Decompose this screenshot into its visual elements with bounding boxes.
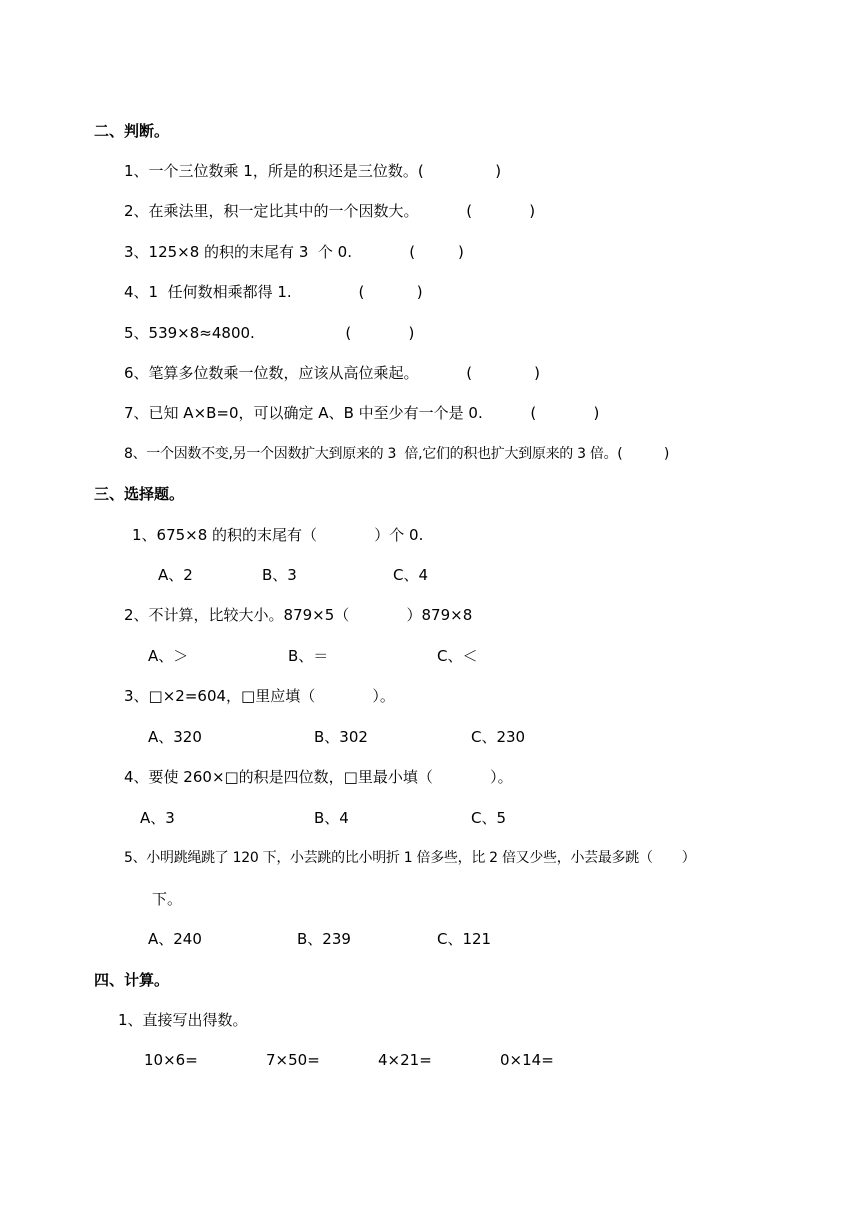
calc-problem-4: 0×14=: [500, 1051, 554, 1069]
judge-item-8: 8、一个因数不变,另一个因数扩大到原来的 3 倍,它们的积也扩大到原来的 3 倍。( ): [124, 446, 670, 462]
judge-item-5: 5、539×8≈4800. ( ): [124, 324, 415, 342]
judge-item-4: 4、1 任何数相乘都得 1. ( ): [124, 283, 423, 301]
choice-q4-option-b: B、4: [314, 809, 349, 827]
choice-q4-option-c: C、5: [471, 809, 507, 827]
choice-q5-option-b: B、239: [297, 930, 351, 948]
section-4-title: 四、计算。: [94, 971, 170, 989]
judge-item-3: 3、125×8 的积的末尾有 3 个 0. ( ): [124, 243, 464, 261]
choice-q2-option-a: A、＞: [148, 647, 189, 665]
section-2-title: 二、判断。: [94, 122, 170, 140]
choice-q5-option-a: A、240: [148, 930, 202, 948]
calc-problem-1: 10×6=: [144, 1051, 198, 1069]
section-3-title: 三、选择题。: [94, 485, 185, 503]
choice-q4-option-a: A、3: [140, 809, 175, 827]
choice-q5: 5、小明跳绳跳了 120 下，小芸跳的比小明折 1 倍多些，比 2 倍又少些，小芸最多跳（ ）: [124, 850, 696, 866]
calc-subtitle: 1、直接写出得数。: [118, 1011, 248, 1029]
choice-q2-option-b: B、＝: [288, 647, 329, 665]
choice-q2-option-c: C、＜: [437, 647, 478, 665]
choice-q3-option-a: A、320: [148, 728, 202, 746]
choice-q3: 3、□×2=604，□里应填（ ）。: [124, 687, 395, 705]
judge-item-2: 2、在乘法里，积一定比其中的一个因数大。 ( ): [124, 202, 536, 220]
choice-q1-option-a: A、2: [158, 566, 193, 584]
choice-q1: 1、675×8 的积的末尾有（ ）个 0.: [132, 526, 424, 544]
judge-item-7: 7、已知 A×B=0，可以确定 A、B 中至少有一个是 0. ( ): [124, 404, 600, 422]
choice-q2: 2、不计算，比较大小。879×5（ ）879×8: [124, 606, 473, 624]
choice-q5-option-c: C、121: [437, 930, 492, 948]
judge-item-1: 1、一个三位数乘 1，所是的积还是三位数。( ): [124, 162, 502, 180]
judge-item-6: 6、笔算多位数乘一位数，应该从高位乘起。 ( ): [124, 364, 540, 382]
choice-q1-option-c: C、4: [393, 566, 429, 584]
choice-q3-option-b: B、302: [314, 728, 368, 746]
choice-q5-cont: 下。: [152, 890, 183, 908]
choice-q1-option-b: B、3: [262, 566, 297, 584]
calc-problem-2: 7×50=: [266, 1051, 320, 1069]
choice-q3-option-c: C、230: [471, 728, 526, 746]
choice-q4: 4、要使 260×□的积是四位数，□里最小填（ ）。: [124, 768, 513, 786]
calc-problem-3: 4×21=: [378, 1051, 432, 1069]
